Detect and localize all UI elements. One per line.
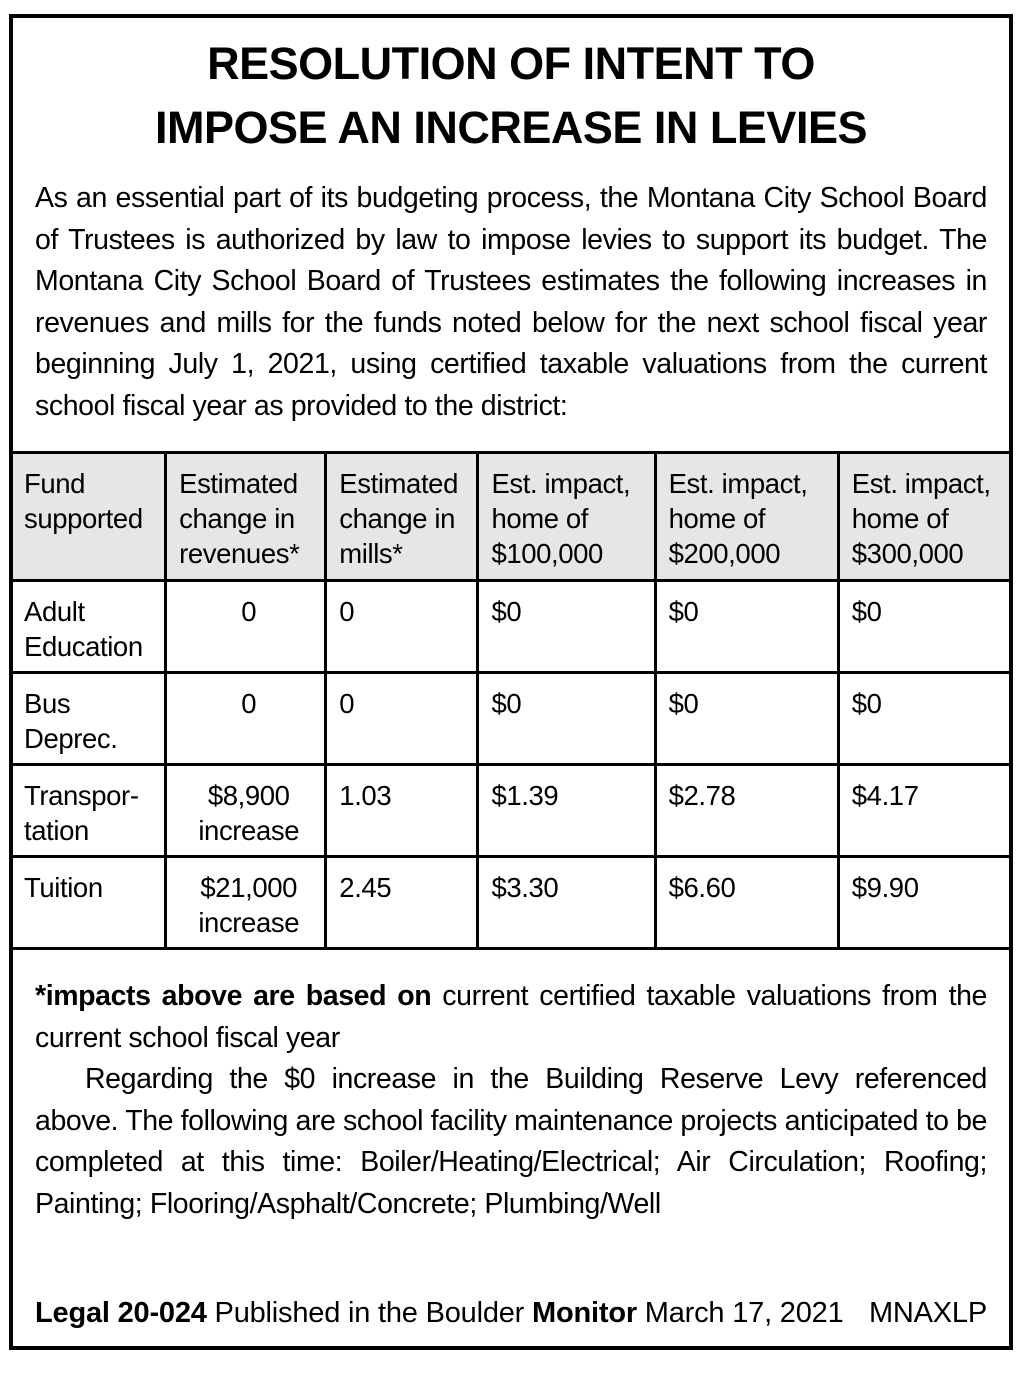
publication-footer <box>35 1297 987 1330</box>
table-cell: $3.30 <box>478 857 655 949</box>
table-cell: $1.39 <box>478 765 655 857</box>
table-cell: 0 <box>326 673 478 765</box>
header-row <box>11 453 1012 581</box>
column-header: Estimated change in revenues* <box>166 453 326 581</box>
intro-paragraph: As an essential part of its budgeting process, the Montana City School Board of Trustees is authorized by law to impose levies to support its budget. The Montana City School Board of Trustees estimates the following increases in revenues and mills for the funds noted below for the next school fiscal year beginning July 1, 2021, using certified taxable valuations from the current school fiscal year as provided to the district: <box>35 182 987 422</box>
impacts-note <box>35 976 987 1059</box>
impacts-note-rest: current certified taxable valuations from the current school fiscal year <box>35 980 987 1054</box>
page-title <box>13 32 1009 160</box>
legal-number: Legal 20-024 <box>35 1297 207 1329</box>
table-cell: 0 <box>166 673 326 765</box>
levy-table-head <box>11 453 1012 581</box>
table-cell: $6.60 <box>655 857 838 949</box>
page-title-line1: RESOLUTION OF INTENT TO <box>207 38 815 89</box>
table-cell: $0 <box>478 581 655 673</box>
column-header: Est. impact, home of $300,000 <box>838 453 1011 581</box>
table-row <box>11 581 1012 673</box>
table-cell: 2.45 <box>326 857 478 949</box>
table-cell: $0 <box>838 581 1011 673</box>
page-title-line2: IMPOSE AN INCREASE IN LEVIES <box>155 102 867 153</box>
mnaxlp-code: MNAXLP <box>868 1297 987 1329</box>
published-date: March 17, 2021 <box>636 1297 844 1329</box>
column-header: Estimated change in mills* <box>326 453 478 581</box>
published-prefix: Published in the Boulder <box>206 1297 533 1329</box>
table-cell: $0 <box>655 673 838 765</box>
table-cell: $0 <box>478 673 655 765</box>
column-header: Est. impact, home of $200,000 <box>655 453 838 581</box>
column-header: Est. impact, home of $100,000 <box>478 453 655 581</box>
notes-section <box>35 976 987 1225</box>
table-cell: Adult Education <box>11 581 166 673</box>
table-row <box>11 673 1012 765</box>
table-row <box>11 765 1012 857</box>
table-cell: 0 <box>166 581 326 673</box>
table-cell: $21,000 increase <box>166 857 326 949</box>
levy-table <box>9 451 1013 950</box>
table-cell: 1.03 <box>326 765 478 857</box>
table-row <box>11 857 1012 949</box>
levy-table-body <box>11 581 1012 949</box>
table-cell: Bus Deprec. <box>11 673 166 765</box>
table-cell: $4.17 <box>838 765 1011 857</box>
table-cell: $0 <box>838 673 1011 765</box>
table-cell: Transpor-tation <box>11 765 166 857</box>
notice-frame <box>9 14 1013 1350</box>
table-cell: $0 <box>655 581 838 673</box>
column-header: Fund supported <box>11 453 166 581</box>
publication-line <box>35 1297 844 1330</box>
table-cell: $8,900 increase <box>166 765 326 857</box>
building-reserve-note: Regarding the $0 increase in the Building Reserve Levy referenced above. The following are school facility maintenance projects anticipated to be completed at this time: Boiler/Heating/Electrical; Air Circulation; Roofing; Painting; Flooring/Asphalt/Concrete; Plumbing/Well <box>35 1063 987 1220</box>
table-cell: $9.90 <box>838 857 1011 949</box>
table-cell: $2.78 <box>655 765 838 857</box>
table-cell: 0 <box>326 581 478 673</box>
impacts-note-bold: *impacts above are based on <box>35 980 432 1012</box>
publication-name: Monitor <box>532 1297 637 1329</box>
table-cell: Tuition <box>11 857 166 949</box>
